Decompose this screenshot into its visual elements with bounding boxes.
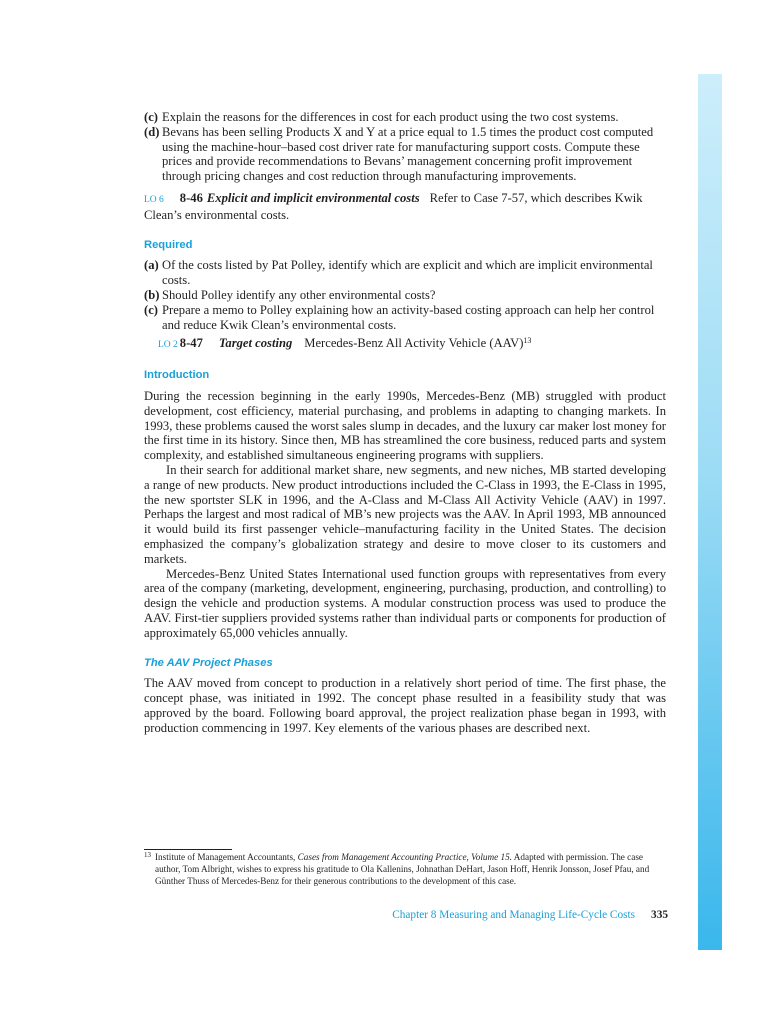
introduction-paragraph: Mercedes-Benz United States International used function groups with representatives from every area of the company (marketing, development, engineering, purchasing, production, and controlling) to design the vehicle and production systems. A modular construction process was used to produce the AAV. First-tier suppliers provided systems rather than individual parts or components for production of approximately 65,000 vehicles annually. [144,566,666,640]
list-item [144,110,666,125]
learning-objective-tag: LO 2 [158,340,178,351]
item-label: (b) [144,287,160,302]
footnote-text-before: Institute of Management Accountants, [155,852,296,862]
item-label: (a) [144,258,159,273]
problem-8-46 [144,191,666,223]
problem-8-47 [144,336,666,353]
problem-description: Mercedes-Benz All Activity Vehicle (AAV) [304,336,524,351]
page-number: 335 [651,909,668,921]
introduction-heading: Introduction [144,369,210,382]
item-text: Should Polley identify any other environmental costs? [162,287,436,302]
problem-number: 8-47 [179,336,203,351]
list-item [144,288,666,303]
problem-title: Explicit and implicit environmental costs [206,190,420,205]
chapter-side-tab [698,74,722,950]
item-label: (c) [144,302,158,317]
item-text: Of the costs listed by Pat Polley, identify which are explicit and which are implicit environmental costs. [162,258,653,288]
introduction-paragraph: In their search for additional market share, new segments, and new niches, MB started developing a range of new products. New product introductions included the C-Class in 1993, the E-Class in 1995, the new sportster SLK in 1996, and the A-Class and M-Class All Activity Vehicle (AAV) in 1997. Perhaps the largest and most radical of MB’s new projects was the AAV. In April 1993, MB announced it would build its first passenger vehicle–manufacturing facility in the United States. The decision emphasized the company’s globalization strategy and desire to move closer to its customers and markets. [144,462,666,566]
footnote-rule [144,849,232,850]
learning-objective-tag: LO 6 [144,194,164,205]
problem-number: 8-46 [179,190,203,205]
item-text: Prepare a memo to Polley explaining how an activity-based costing approach can help her control and reduce Kwik Clean’s environmental costs. [162,302,655,332]
required-heading: Required [144,238,193,251]
footnote-number: 13 [144,851,151,859]
footnote-text [144,852,670,887]
problem-title: Target costing [218,336,293,351]
page-content [144,110,666,735]
footnote-source-title: Cases from Management Accounting Practice, Volume 15. [297,852,512,862]
item-text: Explain the reasons for the differences in cost for each product using the two cost systems. [162,110,619,124]
page-footer [366,909,668,921]
footnote [144,852,670,887]
list-item [144,125,666,184]
list-item [144,303,666,333]
running-footer-chapter: Chapter 8 Measuring and Managing Life-Cycle Costs [392,909,636,921]
phases-heading: The AAV Project Phases [144,656,273,669]
footnote-marker: 13 [523,336,532,346]
footnote-text-after: Adapted with permission. The case author, Tom Albright, wishes to express his gratitude to Ola Kallenins, Johnathan DeHart, Jason Hoff, Henrik Jonsson, Josef Pfau, and Günther Thuss of Mercedes-Benz for their generous contributions to the development of this case. [155,852,650,886]
list-item [144,258,666,288]
problem-reference: Refer to Case 7-57, which describes Kwik Clean’s environmental costs. [144,190,643,222]
phases-paragraph: The AAV moved from concept to production in a relatively short period of time. The first phase, the concept phase, was initiated in 1992. The concept phase resulted in a feasibility study that was approved by the board. Following board approval, the project realization phase began in 1993, with production commencing in 1997. Key elements of the various phases are described next. [144,676,666,735]
item-label: (d) [144,124,160,139]
item-label: (c) [144,110,158,124]
introduction-paragraph: During the recession beginning in the early 1990s, Mercedes-Benz (MB) struggled with product development, cost efficiency, material purchasing, and problems in adapting to changing markets. In 1993, these problems caused the worst sales slump in decades, and the luxury car maker lost money for the first time in its history. Since then, MB has streamlined the core business, reduced parts and system complexity, and established simultaneous engineering programs with suppliers. [144,388,666,463]
item-text: Bevans has been selling Products X and Y at a price equal to 1.5 times the product cost computed using the machine-hour–based cost driver rate for manufacturing support costs. Compute these prices and provide recommendations to Bevans’ management concerning profit improvement through pricing changes and cost reduction through manufacturing improvements. [162,124,654,184]
